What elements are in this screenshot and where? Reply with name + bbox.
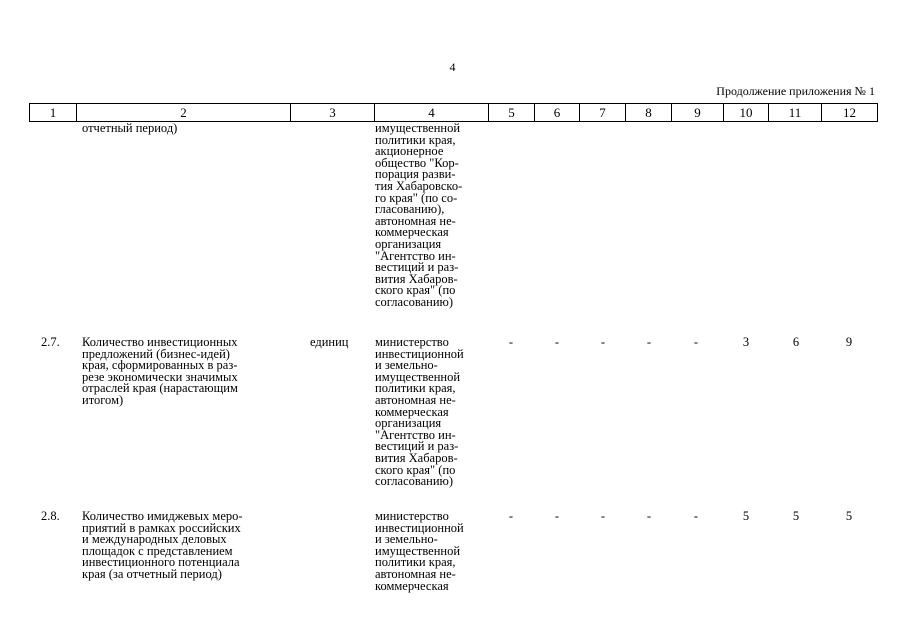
value-col-5: - [508, 509, 514, 523]
header-col-4: 4 [375, 104, 489, 122]
value-col-9: - [693, 509, 699, 523]
value-col-9: - [693, 335, 699, 349]
value-col-8: - [646, 509, 652, 523]
value-col-7: - [600, 509, 606, 523]
value-col-12: 5 [845, 509, 853, 523]
row-number: 2.7. [41, 335, 60, 349]
continuation-label: Продолжение приложения № 1 [716, 84, 875, 98]
value-col-6: - [554, 509, 560, 523]
header-col-1: 1 [30, 104, 77, 122]
header-col-11: 11 [769, 104, 822, 122]
indicator-name: Количество имиджевых меро- приятий в рамках российских и международных деловых площадок с представлением инвестиционного потенциала края (за отчетный период) [82, 509, 243, 581]
unit-of-measure: единиц [310, 335, 349, 349]
value-col-10: 5 [742, 509, 750, 523]
header-col-6: 6 [535, 104, 580, 122]
value-col-11: 5 [792, 509, 800, 523]
header-col-5: 5 [489, 104, 535, 122]
page-number: 4 [449, 60, 456, 74]
responsible-executors: имущественной политики края, акционерное общество "Кор- порация разви- тия Хабаровско- го края" (по со- гласованию), автономная не- коммерческая организация "Агентство ин- вестиций и раз- вития Хабаров- ского края" (по согласованию) [375, 121, 463, 309]
header-col-9: 9 [672, 104, 724, 122]
header-col-10: 10 [724, 104, 769, 122]
indicator-name: отчетный период) [82, 121, 178, 135]
value-col-12: 9 [845, 335, 853, 349]
responsible-executors: министерство инвестиционной и земельно- имущественной политики края, автономная не- коммерческая организация "Агентство ин- вестиций и раз- вития Хабаров- ского края" (по согласованию) [375, 335, 464, 489]
row-number: 2.8. [41, 509, 60, 523]
value-col-7: - [600, 335, 606, 349]
value-col-10: 3 [742, 335, 750, 349]
indicator-name: Количество инвестиционных предложений (бизнес-идей) края, сформированных в раз- резе экономически значимых отраслей края (нарастающим итогом) [82, 335, 238, 407]
value-col-11: 6 [792, 335, 800, 349]
header-col-12: 12 [822, 104, 878, 122]
value-col-5: - [508, 335, 514, 349]
responsible-executors: министерство инвестиционной и земельно- имущественной политики края, автономная не- коммерческая [375, 509, 464, 593]
header-col-7: 7 [580, 104, 626, 122]
column-numbers-header [29, 103, 878, 122]
header-col-2: 2 [77, 104, 291, 122]
value-col-6: - [554, 335, 560, 349]
header-col-8: 8 [626, 104, 672, 122]
header-col-3: 3 [291, 104, 375, 122]
value-col-8: - [646, 335, 652, 349]
